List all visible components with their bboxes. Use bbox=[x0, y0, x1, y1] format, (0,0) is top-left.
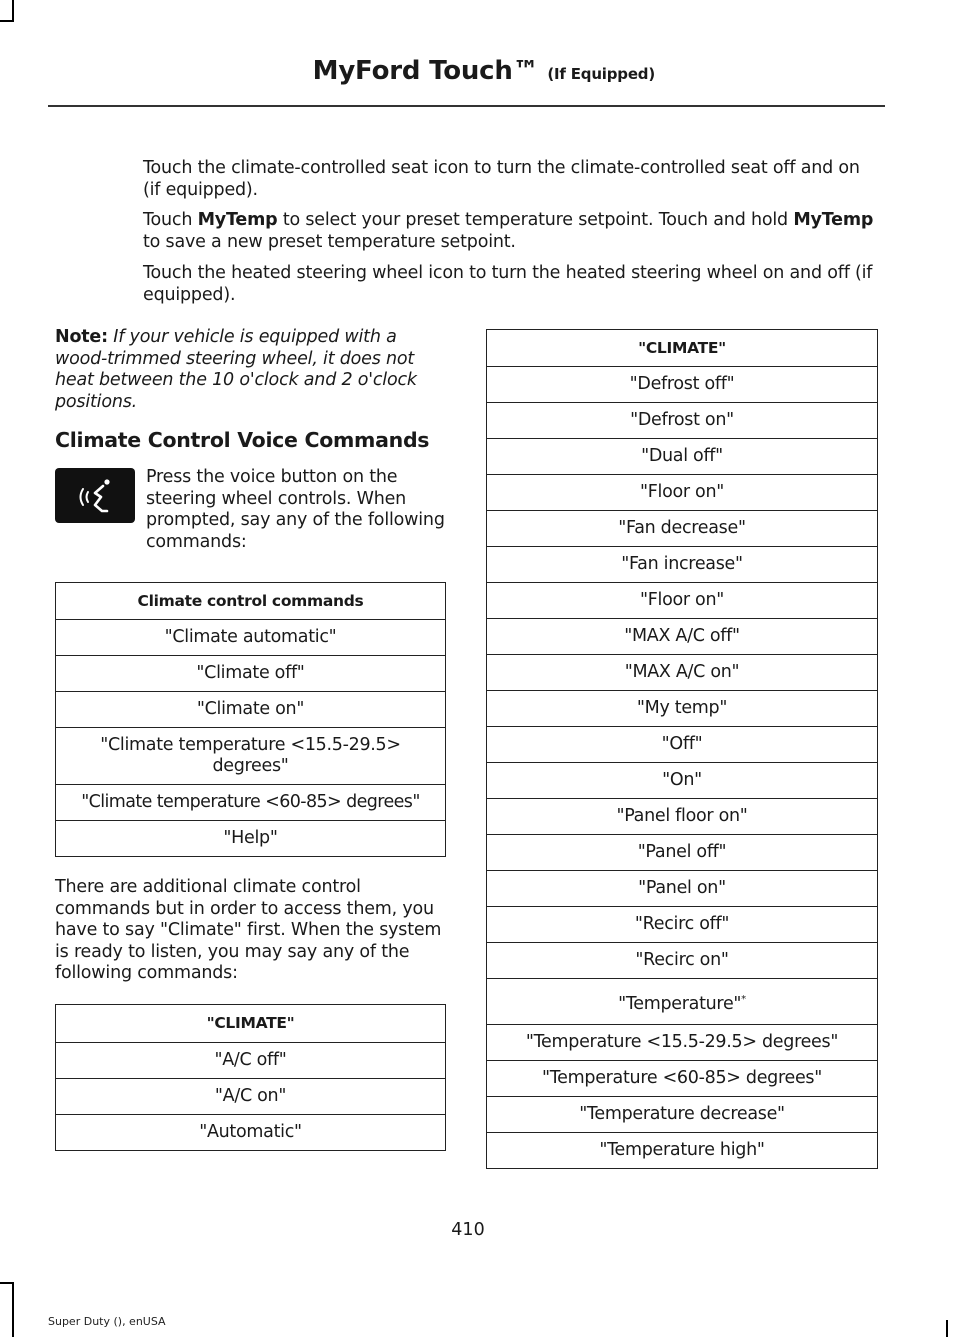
mytemp-label: MyTemp bbox=[793, 210, 874, 230]
table-row: "MAX A/C on" bbox=[487, 655, 878, 691]
table-header: "CLIMATE" bbox=[487, 330, 878, 367]
table-row: "Temperature <15.5-29.5> degrees" bbox=[487, 1025, 878, 1061]
header-subtitle: (If Equipped) bbox=[547, 65, 655, 83]
table-row: "Climate temperature <15.5-29.5> degrees" bbox=[56, 728, 446, 785]
table-row: "Panel floor on" bbox=[487, 799, 878, 835]
note-paragraph bbox=[55, 327, 450, 413]
footer-text: Super Duty (), enUSA bbox=[48, 1315, 166, 1328]
intro-paragraph-mytemp bbox=[143, 209, 878, 253]
table-header: "CLIMATE" bbox=[56, 1005, 446, 1043]
page-title bbox=[313, 56, 655, 86]
table-row: "Recirc off" bbox=[487, 907, 878, 943]
table-row: "Temperature high" bbox=[487, 1133, 878, 1169]
table-row: "Panel off" bbox=[487, 835, 878, 871]
table-row: "Floor on" bbox=[487, 583, 878, 619]
table-row: "Defrost on" bbox=[487, 403, 878, 439]
table-row: "Climate on" bbox=[56, 692, 446, 728]
table-row: "On" bbox=[487, 763, 878, 799]
climate-control-commands-table bbox=[55, 582, 446, 857]
table-row: "Off" bbox=[487, 727, 878, 763]
voice-instructions bbox=[55, 467, 445, 553]
table-row: "Temperature decrease" bbox=[487, 1097, 878, 1133]
text-segment: to select your preset temperature setpoint. Touch and hold bbox=[277, 210, 794, 230]
note-label: Note: bbox=[55, 327, 108, 347]
table-row-text: "Temperature" bbox=[618, 993, 742, 1014]
table-row: "Fan increase" bbox=[487, 547, 878, 583]
intro-paragraph-steering: Touch the heated steering wheel icon to turn the heated steering wheel on and off (if equipped). bbox=[143, 263, 873, 305]
table-row: "Climate automatic" bbox=[56, 620, 446, 656]
icon-spacer bbox=[55, 467, 146, 533]
header-divider bbox=[48, 105, 885, 107]
table-row: "Floor on" bbox=[487, 475, 878, 511]
table-row: "Dual off" bbox=[487, 439, 878, 475]
crop-mark bbox=[0, 1282, 14, 1284]
table-row: "Defrost off" bbox=[487, 367, 878, 403]
table-row: "Climate off" bbox=[56, 656, 446, 692]
climate-commands-table-left bbox=[55, 1004, 446, 1151]
table-row: "Climate temperature <60-85> degrees" bbox=[56, 785, 446, 821]
table-row: "Temperature <60-85> degrees" bbox=[487, 1061, 878, 1097]
text-segment: Touch bbox=[143, 210, 198, 230]
page-number: 410 bbox=[451, 1220, 485, 1240]
header-title-text: MyFord Touch™ bbox=[312, 56, 539, 86]
mytemp-label: MyTemp bbox=[197, 210, 278, 230]
table-row: "A/C off" bbox=[56, 1043, 446, 1079]
note-text: If your vehicle is equipped with a wood-trimmed steering wheel, it does not heat between the 10 o'clock and 2 o'clock positions. bbox=[55, 327, 417, 412]
table-header: Climate control commands bbox=[56, 583, 446, 620]
crop-mark bbox=[946, 1320, 948, 1337]
table-row: "Panel on" bbox=[487, 871, 878, 907]
table-row: "Recirc on" bbox=[487, 943, 878, 979]
table-row bbox=[487, 979, 878, 1025]
crop-mark bbox=[12, 1282, 14, 1337]
table-row: "A/C on" bbox=[56, 1079, 446, 1115]
climate-commands-table-right bbox=[486, 329, 878, 1169]
text-segment: to save a new preset temperature setpoint. bbox=[143, 232, 516, 252]
crop-mark bbox=[12, 0, 14, 22]
table-row: "My temp" bbox=[487, 691, 878, 727]
crop-mark bbox=[0, 20, 14, 22]
table-row: "Fan decrease" bbox=[487, 511, 878, 547]
table-row: "MAX A/C off" bbox=[487, 619, 878, 655]
voice-instructions-text: Press the voice button on the steering wheel controls. When prompted, say any of the following commands: bbox=[146, 467, 445, 552]
table-row: "Help" bbox=[56, 821, 446, 857]
additional-commands-paragraph: There are additional climate control commands but in order to access them, you have to say "Climate" first. When the system is ready to listen, you may say any of the following commands: bbox=[55, 877, 442, 983]
footnote-mark: * bbox=[741, 993, 746, 1005]
intro-paragraph-seat: Touch the climate-controlled seat icon to turn the climate-controlled seat off and on (if equipped). bbox=[143, 158, 860, 200]
section-heading: Climate Control Voice Commands bbox=[55, 428, 430, 452]
table-row: "Automatic" bbox=[56, 1115, 446, 1151]
